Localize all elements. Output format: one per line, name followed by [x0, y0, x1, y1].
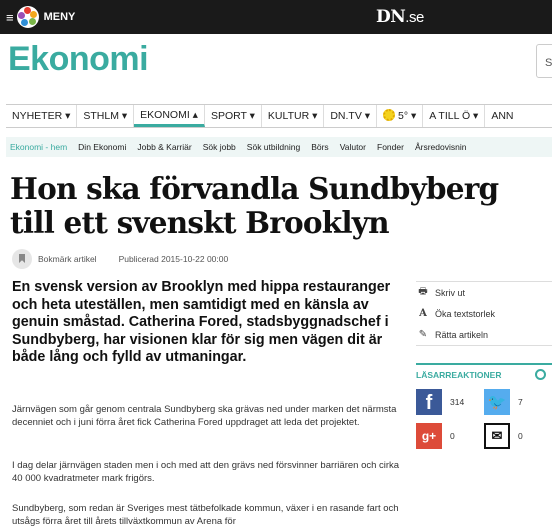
- nav-item-weather[interactable]: [377, 105, 423, 127]
- facebook-share-button[interactable]: [416, 389, 484, 415]
- text-size-button[interactable]: [416, 303, 552, 324]
- subnav-ekonomi-hem[interactable]: Ekonomi - hem: [10, 142, 68, 152]
- printer-icon: 🖶: [418, 286, 428, 297]
- subnav-bors[interactable]: Börs: [311, 142, 329, 152]
- nav-item-a-till-o[interactable]: A TILL Ö ▾: [423, 105, 485, 127]
- menu-button[interactable]: [6, 5, 75, 29]
- search-input[interactable]: S: [536, 44, 552, 78]
- sub-nav: [6, 137, 552, 157]
- twitter-icon: 🐦: [484, 389, 510, 415]
- nav-item-ann[interactable]: ANN: [491, 110, 514, 122]
- top-bar: [0, 0, 552, 34]
- text-size-icon: A: [419, 308, 427, 319]
- edit-icon: ✎: [418, 329, 428, 340]
- reactions-heading: LÄSARREAKTIONER: [416, 369, 502, 380]
- logo-main: DN: [376, 7, 406, 27]
- article-meta: [12, 249, 228, 269]
- article-headline: Hon ska förvandla Sundbyberg till ett svenskt Brooklyn: [10, 171, 499, 240]
- article-paragraph: Järnvägen som går genom centrala Sundbyberg ska grävas ned under marken det närmsta decenniet och i juni förra året fick Catherina Fored uppdraget att leda det projektet.: [12, 404, 397, 428]
- subnav-arsredovisning[interactable]: Årsredovisnin: [414, 142, 467, 152]
- facebook-icon: f: [416, 389, 442, 415]
- bookmark-label[interactable]: Bokmärk artikel: [38, 254, 97, 264]
- logo-suffix: .se: [405, 9, 424, 26]
- info-circle-icon[interactable]: [535, 369, 546, 380]
- bookmark-icon[interactable]: [12, 249, 32, 269]
- googleplus-count: 0: [450, 431, 455, 441]
- twitter-share-button[interactable]: [484, 389, 552, 415]
- email-share-button[interactable]: [484, 423, 552, 449]
- section-title[interactable]: Ekonomi: [8, 40, 149, 78]
- text-size-label: Öka textstorlek: [435, 308, 496, 319]
- subnav-sok-utbildning[interactable]: Sök utbildning: [246, 142, 301, 152]
- subnav-din-ekonomi[interactable]: Din Ekonomi: [78, 142, 127, 152]
- article-lead: En svensk version av Brooklyn med hippa restauranger och heta uteställen, men samtidigt med en känsla av genuin småstad. Catherina Fored, stadsbyggnadschef i Sundbyberg, har visionen klar för sig men vägen dit är både lång och fylld av utmaningar.: [12, 279, 391, 365]
- main-nav: [6, 104, 552, 128]
- subnav-jobb-karriar[interactable]: Jobb & Karriär: [137, 142, 192, 152]
- nav-item-ekonomi[interactable]: EKONOMI ▴: [134, 105, 205, 127]
- article-paragraph: I dag delar järnvägen staden men i och med att den grävs ned försvinner barriären och cirka 40 000 kvadratmeter mark frigörs.: [12, 460, 400, 484]
- email-icon: ✉: [484, 423, 510, 449]
- nav-item-nyheter[interactable]: NYHETER ▾: [6, 105, 77, 127]
- nav-item-kultur[interactable]: KULTUR ▾: [262, 105, 324, 127]
- facebook-count: 314: [450, 397, 465, 407]
- weather-label: 5° ▾: [398, 110, 417, 122]
- published-date: Publicerad 2015-10-22 00:00: [118, 254, 229, 264]
- dn-logo[interactable]: [376, 7, 424, 27]
- subnav-sok-jobb[interactable]: Sök jobb: [202, 142, 236, 152]
- hamburger-icon: ≡: [6, 9, 14, 25]
- subnav-valutor[interactable]: Valutor: [339, 142, 366, 152]
- nav-item-dntv[interactable]: DN.TV ▾: [324, 105, 377, 127]
- subnav-fonder[interactable]: Fonder: [377, 142, 404, 152]
- correct-article-button[interactable]: [416, 324, 552, 345]
- dn-flower-icon: [17, 6, 39, 28]
- correct-label: Rätta artikeln: [435, 329, 489, 340]
- reader-reactions: [416, 363, 552, 449]
- menu-label: MENY: [43, 11, 76, 23]
- twitter-count: 7: [518, 397, 523, 407]
- article-paragraph: Sundbyberg, som redan är Sveriges mest tätbefolkade kommun, växer i en rasande fart och utsågs förra året till årets tillväxtkommun av Arena för: [12, 503, 399, 527]
- article-tools: [416, 281, 552, 346]
- print-label: Skriv ut: [435, 287, 466, 298]
- googleplus-share-button[interactable]: [416, 423, 484, 449]
- print-button[interactable]: [416, 282, 552, 303]
- sun-icon: [383, 109, 395, 121]
- nav-item-sthlm[interactable]: STHLM ▾: [77, 105, 134, 127]
- googleplus-icon: g+: [416, 423, 442, 449]
- email-count: 0: [518, 431, 523, 441]
- nav-item-sport[interactable]: SPORT ▾: [205, 105, 262, 127]
